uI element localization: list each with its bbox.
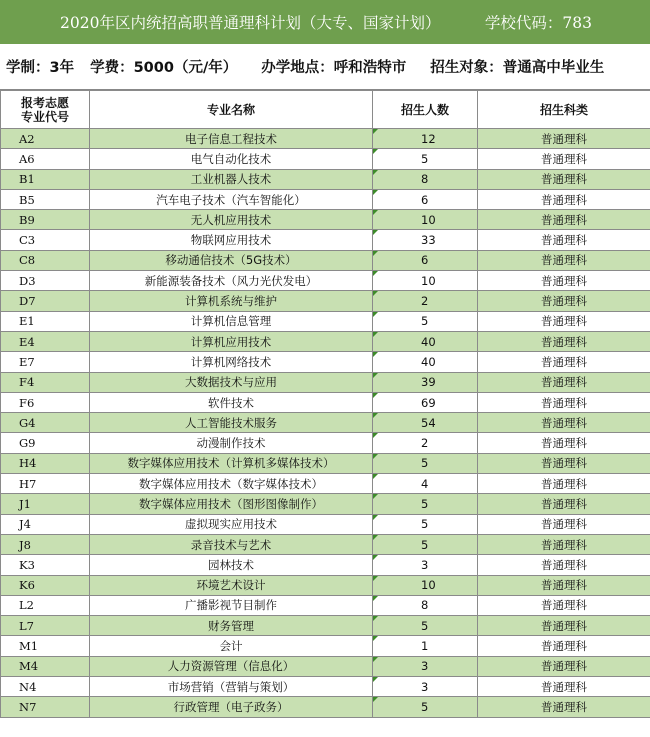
table-row	[1, 595, 650, 615]
cell-category: 普通理科	[478, 271, 650, 291]
cell-name: 园林技术	[90, 555, 373, 575]
cell-code: F6	[1, 392, 90, 412]
cell-code: K6	[1, 575, 90, 595]
cell-category: 普通理科	[478, 555, 650, 575]
cell-category: 普通理科	[478, 250, 650, 270]
cell-category: 普通理科	[478, 169, 650, 189]
cell-category: 普通理科	[478, 534, 650, 554]
header-count: 招生人数	[373, 91, 478, 129]
enrollment-table	[0, 90, 650, 718]
cell-code: F4	[1, 372, 90, 392]
cell-name: 市场营销（营销与策划）	[90, 677, 373, 697]
cell-name: 人力资源管理（信息化）	[90, 656, 373, 676]
cell-count: 12	[373, 129, 478, 149]
cell-category: 普通理科	[478, 331, 650, 351]
cell-count: 40	[373, 352, 478, 372]
table-row	[1, 210, 650, 230]
cell-name: 广播影视节目制作	[90, 595, 373, 615]
cell-category: 普通理科	[478, 433, 650, 453]
cell-code: E4	[1, 331, 90, 351]
cell-category: 普通理科	[478, 575, 650, 595]
cell-count: 3	[373, 677, 478, 697]
header-name: 专业名称	[90, 91, 373, 129]
cell-count: 10	[373, 271, 478, 291]
cell-name: 录音技术与艺术	[90, 534, 373, 554]
cell-count: 6	[373, 189, 478, 209]
cell-code: E1	[1, 311, 90, 331]
cell-name: 计算机应用技术	[90, 331, 373, 351]
table-row	[1, 555, 650, 575]
cell-count: 5	[373, 697, 478, 717]
cell-category: 普通理科	[478, 189, 650, 209]
cell-code: L7	[1, 616, 90, 636]
cell-name: 电子信息工程技术	[90, 129, 373, 149]
cell-category: 普通理科	[478, 372, 650, 392]
table-body	[1, 129, 650, 718]
header-code-line2: 专业代号	[20, 109, 69, 124]
cell-code: H7	[1, 474, 90, 494]
table-row	[1, 311, 650, 331]
header-code	[1, 91, 90, 129]
cell-count: 2	[373, 433, 478, 453]
table-row	[1, 250, 650, 270]
cell-code: A2	[1, 129, 90, 149]
cell-count: 5	[373, 311, 478, 331]
cell-category: 普通理科	[478, 149, 650, 169]
cell-category: 普通理科	[478, 291, 650, 311]
table-row	[1, 697, 650, 717]
cell-name: 数字媒体应用技术（数字媒体技术）	[90, 474, 373, 494]
cell-name: 物联网应用技术	[90, 230, 373, 250]
cell-code: J8	[1, 534, 90, 554]
cell-name: 移动通信技术（5G技术）	[90, 250, 373, 270]
cell-category: 普通理科	[478, 352, 650, 372]
tuition-info: 学费：5000（元/年）	[90, 60, 238, 76]
cell-code: J4	[1, 514, 90, 534]
cell-count: 54	[373, 413, 478, 433]
cell-category: 普通理科	[478, 616, 650, 636]
cell-category: 普通理科	[478, 636, 650, 656]
cell-name: 无人机应用技术	[90, 210, 373, 230]
table-row	[1, 433, 650, 453]
table-row	[1, 616, 650, 636]
cell-name: 数字媒体应用技术（计算机多媒体技术）	[90, 453, 373, 473]
cell-count: 3	[373, 656, 478, 676]
school-code: 学校代码：783	[484, 14, 592, 32]
cell-count: 10	[373, 575, 478, 595]
cell-count: 5	[373, 534, 478, 554]
table-row	[1, 514, 650, 534]
cell-code: L2	[1, 595, 90, 615]
cell-count: 8	[373, 595, 478, 615]
cell-count: 33	[373, 230, 478, 250]
cell-code: H4	[1, 453, 90, 473]
table-row	[1, 372, 650, 392]
cell-name: 行政管理（电子政务）	[90, 697, 373, 717]
table-row	[1, 149, 650, 169]
cell-category: 普通理科	[478, 474, 650, 494]
cell-category: 普通理科	[478, 677, 650, 697]
table-row	[1, 189, 650, 209]
cell-count: 40	[373, 331, 478, 351]
table-row	[1, 656, 650, 676]
cell-count: 5	[373, 494, 478, 514]
cell-category: 普通理科	[478, 230, 650, 250]
cell-count: 69	[373, 392, 478, 412]
cell-code: N4	[1, 677, 90, 697]
cell-code: K3	[1, 555, 90, 575]
cell-code: B1	[1, 169, 90, 189]
cell-name: 工业机器人技术	[90, 169, 373, 189]
table-row	[1, 413, 650, 433]
table-row	[1, 474, 650, 494]
cell-name: 会计	[90, 636, 373, 656]
cell-code: D3	[1, 271, 90, 291]
cell-name: 环境艺术设计	[90, 575, 373, 595]
cell-count: 3	[373, 555, 478, 575]
table-row	[1, 271, 650, 291]
cell-name: 动漫制作技术	[90, 433, 373, 453]
cell-code: C8	[1, 250, 90, 270]
cell-name: 大数据技术与应用	[90, 372, 373, 392]
cell-name: 电气自动化技术	[90, 149, 373, 169]
header-code-line1: 报考志愿	[20, 95, 69, 110]
cell-code: M4	[1, 656, 90, 676]
cell-category: 普通理科	[478, 656, 650, 676]
table-row	[1, 230, 650, 250]
table-row	[1, 392, 650, 412]
cell-category: 普通理科	[478, 210, 650, 230]
cell-count: 5	[373, 453, 478, 473]
cell-category: 普通理科	[478, 453, 650, 473]
cell-category: 普通理科	[478, 514, 650, 534]
cell-code: B9	[1, 210, 90, 230]
page-title: 2020年区内统招高职普通理科计划（大专、国家计划）	[60, 14, 441, 32]
table-row	[1, 453, 650, 473]
cell-code: J1	[1, 494, 90, 514]
cell-count: 6	[373, 250, 478, 270]
cell-name: 计算机系统与维护	[90, 291, 373, 311]
target-info: 招生对象：普通高中毕业生	[430, 60, 605, 76]
table-row	[1, 331, 650, 351]
cell-code: E7	[1, 352, 90, 372]
cell-category: 普通理科	[478, 494, 650, 514]
cell-name: 财务管理	[90, 616, 373, 636]
table-row	[1, 534, 650, 554]
cell-category: 普通理科	[478, 311, 650, 331]
cell-count: 10	[373, 210, 478, 230]
cell-code: N7	[1, 697, 90, 717]
duration-info: 学制：3年	[6, 60, 75, 76]
table-row	[1, 677, 650, 697]
cell-code: M1	[1, 636, 90, 656]
cell-count: 5	[373, 616, 478, 636]
cell-count: 1	[373, 636, 478, 656]
location-info: 办学地点：呼和浩特市	[261, 60, 407, 76]
cell-name: 人工智能技术服务	[90, 413, 373, 433]
cell-code: B5	[1, 189, 90, 209]
cell-category: 普通理科	[478, 595, 650, 615]
cell-count: 2	[373, 291, 478, 311]
table-row	[1, 169, 650, 189]
cell-category: 普通理科	[478, 129, 650, 149]
cell-name: 新能源装备技术（风力光伏发电）	[90, 271, 373, 291]
cell-category: 普通理科	[478, 413, 650, 433]
table-row	[1, 636, 650, 656]
cell-name: 计算机信息管理	[90, 311, 373, 331]
cell-name: 汽车电子技术（汽车智能化）	[90, 189, 373, 209]
cell-category: 普通理科	[478, 697, 650, 717]
cell-code: C3	[1, 230, 90, 250]
cell-name: 数字媒体应用技术（图形图像制作）	[90, 494, 373, 514]
cell-category: 普通理科	[478, 392, 650, 412]
cell-name: 软件技术	[90, 392, 373, 412]
cell-count: 8	[373, 169, 478, 189]
cell-count: 5	[373, 149, 478, 169]
cell-count: 4	[373, 474, 478, 494]
table-header-row	[1, 91, 650, 129]
table-row	[1, 129, 650, 149]
info-bar	[0, 44, 650, 90]
cell-count: 5	[373, 514, 478, 534]
cell-code: D7	[1, 291, 90, 311]
table-row	[1, 352, 650, 372]
title-bar	[0, 0, 650, 44]
cell-count: 39	[373, 372, 478, 392]
table-row	[1, 575, 650, 595]
header-category: 招生科类	[478, 91, 650, 129]
cell-name: 计算机网络技术	[90, 352, 373, 372]
cell-code: A6	[1, 149, 90, 169]
table-row	[1, 494, 650, 514]
cell-name: 虚拟现实应用技术	[90, 514, 373, 534]
cell-code: G9	[1, 433, 90, 453]
cell-code: G4	[1, 413, 90, 433]
table-row	[1, 291, 650, 311]
